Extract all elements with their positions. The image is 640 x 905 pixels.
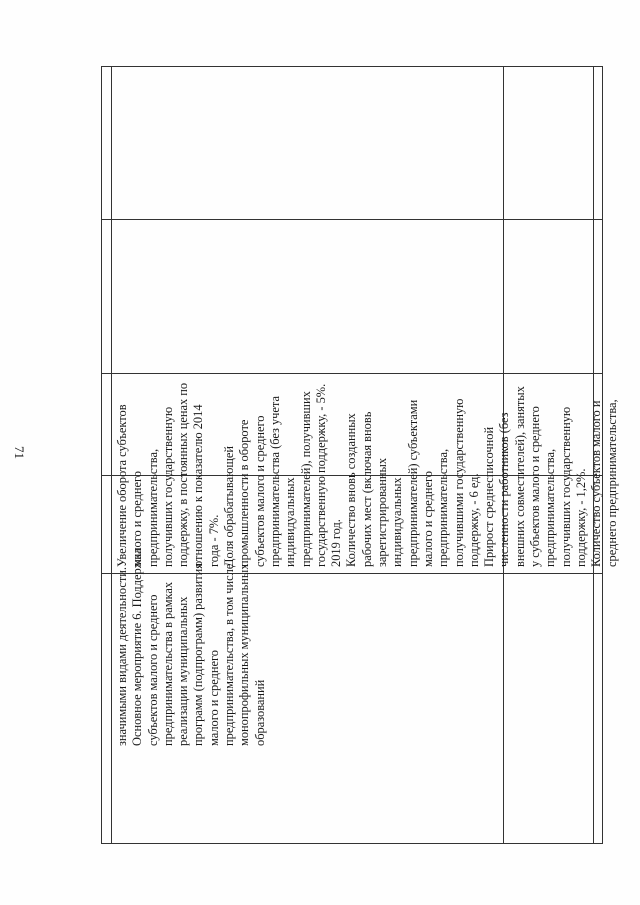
text-line: внешних совместителей), занятых — [512, 386, 527, 567]
text-line: субъектов малого и среднего — [145, 594, 160, 746]
text-line: предпринимательства в рамках — [160, 581, 175, 746]
text-line: поддержку, - 6 ед. — [466, 473, 481, 567]
text-line: значимыми видами деятельности. — [115, 566, 129, 746]
text-line: получивших государственную — [558, 406, 573, 567]
text-line: Прирост среднесписочной — [482, 426, 497, 567]
text-line: среднего предпринимательства, — [604, 399, 619, 567]
results-cell — [115, 383, 620, 567]
text-line: промышленности в обороте — [237, 419, 252, 567]
text-line: предпринимательства, — [543, 448, 558, 567]
column-divider — [101, 219, 603, 220]
text-line: Количество вновь созданных — [344, 413, 359, 567]
text-line: получившими государственную — [451, 398, 466, 567]
text-line: Основное мероприятие 6. Поддержка — [130, 548, 145, 746]
text-line: Увеличение оборота субъектов — [115, 404, 129, 567]
data-table — [101, 66, 619, 844]
text-line: предпринимательства, в том числе — [222, 563, 237, 746]
text-line: предпринимателей) субъектами — [405, 399, 420, 567]
text-line: предпринимательства, — [436, 448, 451, 567]
text-line: зарегистрированных — [375, 457, 390, 567]
table-rotated-body — [101, 66, 619, 844]
text-line: монопрофильных муниципальных — [237, 563, 252, 746]
text-line: индивидуальных — [283, 477, 298, 567]
text-line: рабочих мест (включая вновь — [359, 411, 374, 567]
text-line: малого и среднего — [206, 650, 221, 746]
text-line: малого и среднего — [130, 471, 145, 567]
text-line: поддержку, - 1,2%. — [573, 468, 588, 567]
text-line: государственную поддержку, - 5%. — [313, 383, 328, 567]
text-line: индивидуальных — [390, 477, 405, 567]
text-line: субъектов малого и среднего — [252, 415, 267, 567]
text-line: отношению к показателю 2014 — [191, 404, 206, 567]
text-line: реализации муниципальных — [176, 596, 191, 746]
activity-cell — [115, 548, 268, 746]
text-line: предпринимательства, — [145, 448, 160, 567]
page-number: 71 — [12, 446, 27, 459]
text-line: численности работников (без — [497, 412, 512, 567]
text-line: программ (подпрограмм) развития — [191, 563, 206, 746]
text-line: получивших государственную — [160, 406, 175, 567]
column-divider — [101, 373, 603, 374]
text-line: Количество субъектов малого и — [589, 400, 604, 567]
text-line: предпринимателей), получивших — [298, 391, 313, 567]
text-line: поддержку, в постоянных ценах по — [176, 382, 191, 567]
text-line: предпринимательства (без учета — [267, 396, 282, 567]
text-line: года - 7%. — [206, 514, 221, 567]
text-line: Доля обрабатывающей — [222, 446, 237, 567]
row-divider — [111, 66, 112, 844]
text-line: образований — [252, 679, 267, 746]
text-line: у субъектов малого и среднего — [528, 406, 543, 567]
text-line: 2019 год. — [329, 519, 344, 567]
text-line: малого и среднего — [420, 471, 435, 567]
